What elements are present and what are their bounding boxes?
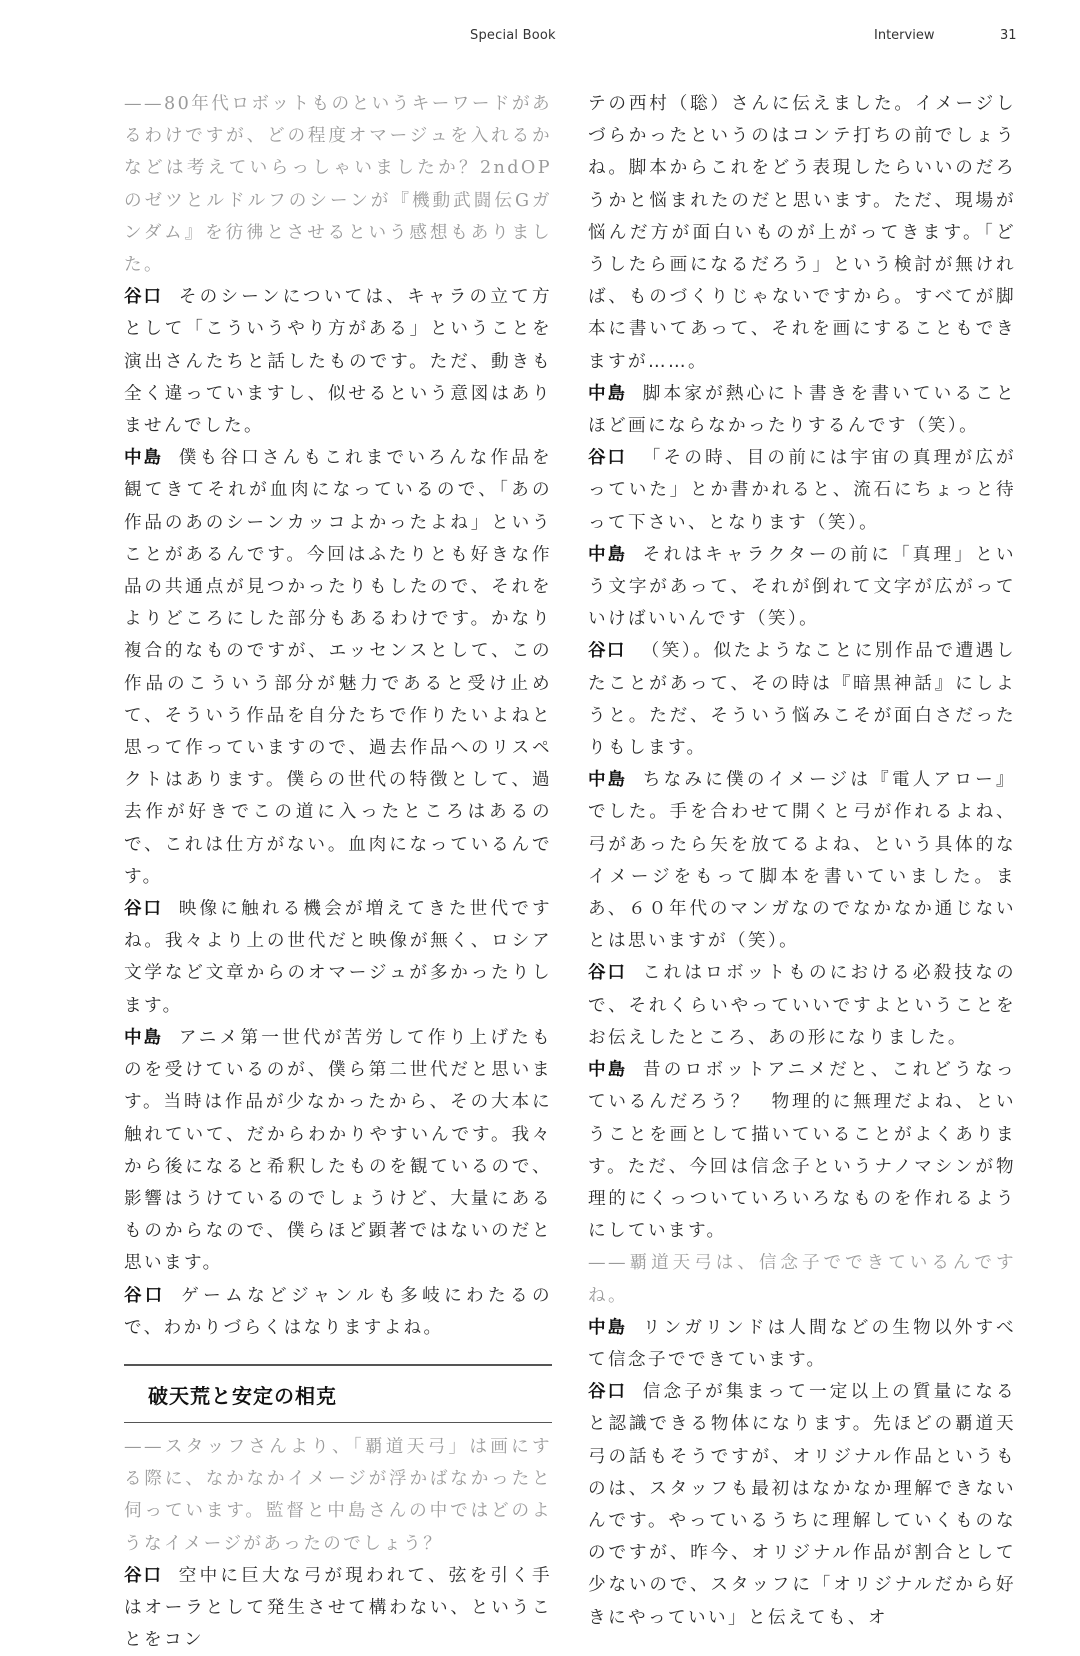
speech-paragraph: 中島 僕も谷口さんもこれまでいろんな作品を観てきてそれが血肉になっているので、「あの作品のあのシーンカッコよかったよね」ということがあるんです。今回はふたりとも好きな作品の共通点が見つかったりもしたので、それをよりどころにした部分もあるわけです。かなり複合的なものですが、エッセンスとして、この作品のこういう部分が魅力であると受け止めて、そういう作品を自分たちで作りたいよねと思って作っていますので、過去作品へのリスペクトはあります。僕らの世代の特徴として、過去作が好きでこの道に入ったところはあるので、これは仕方がない。血肉になっているんです。 [124, 448, 552, 887]
speech-paragraph: 中島 昔のロボットアニメだと、これどうなっているんだろう？ 物理的に無理だよね、ということを画として描いていることがよくあります。ただ、今回は信念子というナノマシンが物理的にくっついていろいろなものを作れるようにしています。 [588, 1060, 1016, 1242]
speaker-name: 谷口 [588, 1382, 627, 1403]
speaker-name: 中島 [124, 448, 163, 469]
section-title: 破天荒と安定の相克 [148, 1383, 337, 1408]
section-heading-block [124, 1364, 552, 1423]
speech-paragraph: 中島 アニメ第一世代が苦労して作り上げたものを受けているのが、僕ら第二世代だと思います。当時は作品が少なかったから、その大本に触れていて、だからわかりやすいんです。我々から後になると希釈したものを観ているので、影響はうけているのでしょうけど、大量にあるものからなので、僕らほど顕著ではないのだと思います。 [124, 1027, 552, 1274]
speaker-name: 中島 [588, 770, 627, 791]
header-section-label: Interview [874, 28, 935, 43]
left-column [124, 88, 552, 1656]
speaker-name: 中島 [588, 544, 627, 565]
speech-paragraph: 谷口 これはロボットものにおける必殺技なので、それくらいやっていいですよということをお伝えしたところ、あの形になりました。 [588, 963, 1016, 1048]
speaker-name: 谷口 [124, 899, 163, 920]
speaker-name: 中島 [588, 1060, 627, 1081]
speaker-name: 谷口 [124, 1285, 166, 1306]
speech-paragraph: 谷口 （笑）。似たようなことに別作品で遭遇したことがあって、その時は『暗黒神話』にしようと。ただ、そういう悩みこそが面白さだったりもします。 [588, 641, 1016, 759]
speech-paragraph: 中島 それはキャラクターの前に「真理」という文字があって、それが倒れて文字が広がっていけばいいんです（笑）。 [588, 544, 1016, 630]
speaker-name: 中島 [588, 383, 627, 404]
interviewer-question: ——覇道天弓は、信念子でできているんですね。 [588, 1253, 1016, 1306]
speaker-name: 中島 [124, 1027, 163, 1048]
interviewer-question: ——スタッフさんより、「覇道天弓」は画にする際に、なかなかイメージが浮かばなかったと伺っています。監督と中島さんの中ではどのようなイメージがあったのでしょう？ [124, 1436, 552, 1554]
right-column [588, 88, 1016, 1634]
speaker-name: 谷口 [588, 448, 627, 469]
header-book-title: Special Book [470, 28, 556, 43]
speech-paragraph: 谷口 映像に触れる機会が増えてきた世代ですね。我々より上の世代だと映像が無く、ロシア文学など文章からのオマージュが多かったりします。 [124, 899, 552, 1016]
speech-paragraph: 谷口 信念子が集まって一定以上の質量になると認識できる物体になります。先ほどの覇道天弓の話もそうですが、オリジナル作品というものは、スタッフも最初はなかなか理解できないんです。やっているうちに理解していくものなのですが、昨今、オリジナル作品が割合として少ないので、スタッフに「オリジナルだから好きにやっていい」と伝えても、オ [588, 1382, 1016, 1628]
speech-paragraph: 中島 ちなみに僕のイメージは『電人アロー』でした。手を合わせて開くと弓が作れるよね、弓があったら矢を放てるよね、という具体的なイメージをもって脚本を書いていました。まあ、６０年代のマンガなのでなかなか通じないとは思いますが（笑）。 [588, 770, 1016, 952]
speaker-name: 谷口 [124, 287, 163, 308]
interviewer-question: ——80年代ロボットものというキーワードがあるわけですが、どの程度オマージュを入れるかなどは考えていらっしゃいましたか？2ndOPのゼツとルドルフのシーンが『機動武闘伝Gガンダム』を彷彿とさせるという感想もありました。 [124, 94, 552, 276]
speech-paragraph: 中島 脚本家が熱心にト書きを書いていることほど画にならなかったりするんです（笑）。 [588, 383, 1016, 437]
speaker-name: 谷口 [588, 641, 626, 662]
speech-paragraph: 谷口 そのシーンについては、キャラの立て方として「こういうやり方がある」ということを演出さんたちと話したものです。ただ、動きも全く違っていますし、似せるという意図はありませんでした。 [124, 287, 552, 437]
speech-paragraph: 中島 リンガリンドは人間などの生物以外すべて信念子でできています。 [588, 1317, 1016, 1370]
speaker-name: 谷口 [588, 963, 627, 984]
speech-paragraph-continued: テの西村（聡）さんに伝えました。イメージしづらかったというのはコンテ打ちの前でしょうね。脚本からこれをどう表現したらいいのだろうかと悩まれたのだと思います。ただ、現場が悩んだ方が面白いものが上がってきます。「どうしたら画になるだろう」という検討が無ければ、ものづくりじゃないですから。すべてが脚本に書いてあって、それを画にすることもできますが……。 [588, 94, 1016, 372]
page-number: 31 [1000, 28, 1017, 43]
speaker-name: 谷口 [124, 1565, 163, 1586]
speech-paragraph: 谷口 空中に巨大な弓が現われて、弦を引く手はオーラとして発生させて構わない、ということをコン [124, 1565, 552, 1651]
speech-paragraph: 谷口 「その時、目の前には宇宙の真理が広がっていた」とか書かれると、流石にちょっと待って下さい、となります（笑）。 [588, 448, 1016, 533]
speech-paragraph: 谷口 ゲームなどジャンルも多岐にわたるので、わかりづらくはなりますよね。 [124, 1285, 552, 1338]
speaker-name: 中島 [588, 1317, 627, 1338]
